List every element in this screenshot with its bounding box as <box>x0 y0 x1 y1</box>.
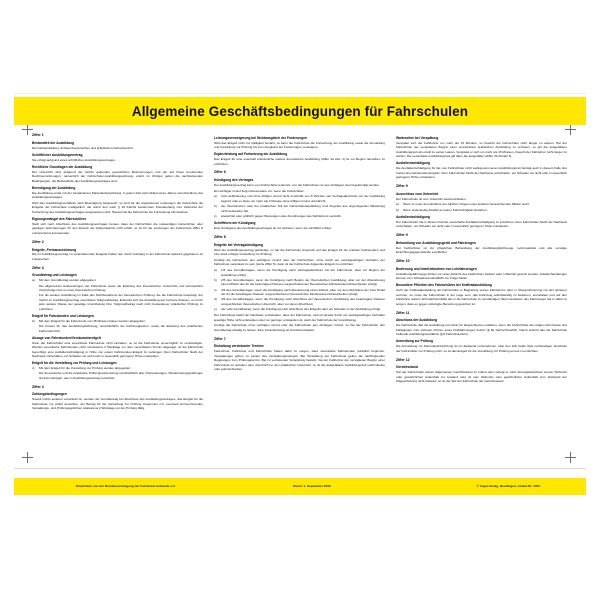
clause-marker: e) <box>214 307 217 312</box>
clause-subtext: Die Kosten für das Ausbildungsfahrzeug, einschließlich der Fahrzeugkosten, sowie die Erteilung des praktischen Fahrunterrichts. <box>39 324 203 333</box>
section-heading: Beendigung der Ausbildung <box>32 185 76 190</box>
clause-list <box>32 366 203 380</box>
section-heading: Einhaltung vereinbarter Termine <box>214 344 264 349</box>
clause-text: 2/5 des Grundbetrages, wenn die Kündigung nach Beginn der theoretischen Ausbildung, aber vor der Absolvierung eines Drittels des für die beantragten Klassen vorgeschriebenen theoretischen Mindestunterrichtseinheiten erfolgt; <box>221 277 385 287</box>
paragraph: Die Anmeldung zur Fahrerlaubnisprüfung ist ein Zeitpunkt vorzunehmen, über den sich beide Teile verständigen. Erscheint der Fahrschüler zur Prüfung nicht, so ist das Entgelt für die Vorstellung zur Prüfung erneut zu entrichten. <box>396 344 567 353</box>
paragraph: Ausbildungsfahrzeuge dürfen nur unter Aufsicht des Fahrlehrers bedient oder in Betrieb gesetzt werden. Zuwiderhandlungen können zum Schadensersatzpflicht zur Folge haben. <box>396 271 567 281</box>
section-heading: Schriftlicher Ausbildungsvertrag <box>32 152 83 157</box>
paragraph: Stellt sich nach Abschluss des Ausbildungsvertrages heraus, dass der Fahrschüler die notwendigen körperlichen oder geistigen Anforderungen für den Erwerb der Fahrerlaubnis nicht erfüllt, so ist für die Leistungen der Fahrschule Ziffer 8 entsprechend anzuwenden. <box>32 221 203 235</box>
paragraph: Kündigt die Fahrschule ohne wichtigen Grund oder der Fahrschüler aus wichtigem Grund, so hat der Fahrschüler den Grundbetrag anteilig zu leisten. Eine Vorausleistung ist zurückzuerstatten. <box>214 323 385 332</box>
section-number: Ziffer 11 <box>396 310 410 315</box>
clause-list-item <box>214 214 385 219</box>
section-heading: Zahlungsbedingungen <box>32 392 67 397</box>
section-heading: Entgelte, Preisauszeichnung <box>32 247 77 252</box>
section-heading: Entgelt für die Vorstellung zur Prüfung und Leistungen <box>32 361 117 366</box>
paragraph: Der Fahrschüler ist zur pfleglichen Behandlung der Ausbildungsfahrzeuge, Lehrmaterials und alle sonstige Einrichtungsgegenstände verpflichtet. <box>396 245 567 255</box>
paragraph: Die Ausbildung endet mit der bestandenen Fahrerlaubnisprüfung, in jedem Fall nach Ablauf eines Jahres seit Abschluss des Ausbildungsvertrages. <box>32 190 203 200</box>
column-1 <box>32 133 203 463</box>
paragraph: Der Ausbildungsvertrag kann vom Fahrschüler jederzeit, von der Fahrschule nur aus wichtigem Grund gekündigt werden. <box>214 183 380 188</box>
footer-banner <box>14 478 586 495</box>
paragraph: Das Entgelt für eine eventuell erforderliche weitere theoretische Ausbildung (Ziffer 3a Abs. 2) ist vor Beginn derselben zu entrichten. <box>214 157 385 166</box>
section-number: Ziffer 7 <box>214 336 226 341</box>
clause-list-item <box>396 202 567 207</box>
section-number: Ziffer 6 <box>214 170 226 175</box>
paragraph: Der Fahrschüler hat in diesem Fall die vereinbarte Ausfallentschädigung zu entrichten. Dem Fahrschüler bleibt der Nachweis vorbehalten, ein Schaden sei nicht oder in wesentlich geringerer Höhe entstanden. <box>396 219 567 229</box>
footer-publisher: © Vogel-Verlag, Reutlingen, Artikel-Nr. 1053 <box>476 483 540 488</box>
section-heading: Ausfallentschädigung <box>396 161 430 166</box>
clause-marker: a) <box>32 278 35 283</box>
clause-text: Mit dem Grundbetrag werden abgegolten: <box>39 278 97 283</box>
section-heading: Abschluss der Ausbildung <box>396 318 438 323</box>
section-number: Ziffer 2 <box>32 239 44 244</box>
section-number: Ziffer 1 <box>32 133 44 137</box>
section-number: Ziffer 9 <box>396 184 408 188</box>
section-number: Ziffer 10 <box>396 259 410 263</box>
clause-list-item <box>214 297 385 306</box>
clause-list-item <box>214 204 385 213</box>
column-3 <box>396 133 567 463</box>
clause-marker: a) <box>214 194 217 199</box>
section-heading: Absage von Fahrstunden/Versäumnisentgelt <box>32 335 101 340</box>
paragraph: Sie erfolgt aufgrund eines schriftlichen Ausbildungsvertrages. <box>32 157 116 162</box>
paragraph: Die Fahrschule darf die Ausbildung erst dann für abgeschlossen erklären, wenn der Fahrschüler die nötigen Kenntnisse und Fähigkeiten zum sicheren Führen eines Kraftfahrzeuges besitzt (§ 5a FahrschAusbO). Damit erlischt das die Fahrschule treffende Ausbildungsverhältnis (§ 6 FahrschAusbO). <box>396 323 567 337</box>
clause-list-item <box>214 194 385 203</box>
header-banner <box>14 97 586 125</box>
clause-text: der theoretischen oder der praktischen Teil der Fahrschülerausbildung trotz Angebot aus ungenügender Mitwirkung nicht bestanden hat, <box>221 204 385 213</box>
paragraph: Der Fahrschule bleibt der Nachweis vorbehalten, dass der Fahrschule, weil ein Ersatz durch ein vertragswidriges Verhalten jeweilige Höhe nicht entstanden oder nur geringer entstanden ist, steht der Fahrschule der Grundbetrag. <box>214 313 385 322</box>
clause-list <box>214 268 385 312</box>
clause-text: Wenn anderweitig Zweifel an seiner Fahrtüchtigkeit bestehen. <box>403 207 488 212</box>
section-heading: Entgelte bei Vertragskündigung <box>214 242 263 247</box>
section-heading: Gerichtsstand <box>396 365 418 370</box>
clause-text: 4/5 des Grundbetrages, wenn die Kündigung nach Abschluss der theoretischen Ausbildung des beantragten Klassen vorgeschrieben theoretischen Unterricht, aber vor deren Abschluss; <box>221 297 385 306</box>
paragraph: Verspätet sich der Fahrlehrer um mehr als 15 Minuten, so braucht der Fahrschüler nicht länger zu warten. Hat der Fahrschüler der verspäteten Beginn einer vereinbarten praktischen Ausbildung zu vertreten, so gilt die ausgefallene Ausbildungszeit als erteilt zu seiner Lasten. Verspätet er sich um mehr als 15 Minuten, braucht der Fahrlehrer nicht länger zu warten. Die vereinbarte Ausbildungszeit gilt dann als ausgefallen (Ziffer 3b Absatz 3). <box>396 140 567 159</box>
paragraph: Die im Ausbildungsvertrag zu vereinbarenden Entgelte haben den durch Aushang in der Fahrschule bekannt gegebenen zu entsprechen. <box>32 252 203 261</box>
clause-list-item <box>396 208 567 213</box>
clause-subtext: Die allgemeinen Aufwendungen der Fahrschule sowie die Erteilung des theoretischen Unterrichts und erforderliche Vorprüfungen bis zu einer theoretischen Prüfung. <box>39 283 203 293</box>
clause-list-item <box>214 268 385 277</box>
paragraph: Der Unterricht wird aufgrund der hierfür geltenden gesetzlichen Bestimmungen und der auf ihnen beruhenden Rechtsverordnungen, namentlich der Fahrschüler-Ausbildungsordnung, erteilt, im Übrigen gelten die nachstehenden Bedingungen, die Bestandteile des Ausbildungsvertrages sind. <box>32 169 203 183</box>
clause-marker: b) <box>214 277 217 282</box>
clause-marker: b) <box>214 204 217 209</box>
clause-list-item <box>32 293 203 311</box>
paragraph: Kündigt die Fahrschule aus wichtigem Grund oder der Fahrschüler, ohne durch ein vertragswidriges Verhalten der Fahrschule veranlasst zu sein (siehe Ziffer 5), dann ist der Fahrschule folgendes Entgelt zu entrichten: <box>214 257 385 267</box>
clause-text: Mit dem Entgelt für die Vorstellung zur Prüfung werden abgegolten: <box>39 366 132 371</box>
section-number: Ziffer 9 <box>396 233 408 238</box>
section-heading: Bedienung und Inbetriebnahme von Lehrfahrzeugen <box>396 266 477 271</box>
paragraph: Wird der Ausbildungsvertrag gekündigt, so hat die Fahrschule Anspruch auf das Entgelt für die erteilten Fahrstunden und eine etwa erfolgte Vorstellung zur Prüfung. <box>214 247 385 257</box>
clause-list-item <box>32 366 203 380</box>
clause-list-item <box>32 278 203 292</box>
footer-recommendation: Empfohlen von der Bundesvereinigung der Fahrlehrerverbände e.V. <box>76 483 176 488</box>
paragraph: Die Ausfallentschädigung für die vom Fahrschüler nicht wahrgenommenen Ausbildungszeit beträgt auch in diesem Falle drei Viertel des Fahrstundenentgelts. Dem Fahrschüler bleibt der Nachweis vorbehalten, ein Schaden sei nicht oder in wesentlich geringerer Höhe entstanden. <box>396 166 567 180</box>
section-number: Ziffer 4 <box>32 384 44 389</box>
clause-list <box>32 278 203 311</box>
section-heading: Ausschluss vom Unterricht <box>396 191 439 196</box>
paragraph: Wird das Ausbildungsverhältnis nach Beendigung fortgesetzt, so sind für die angebotenen Leistungen die Fahrschule die Entgelte der Fahrschule maßgeblich, die durch den nach § 19 FahrlG bestimmten Preisaushang zum Zeitpunkt der Fortsetzung des Ausbildungsvertrages ausgewiesen sind. Hierauf hat die Fahrschule bei Fortsetzung hinzuweisen. <box>32 200 203 214</box>
footer-divider <box>14 468 586 469</box>
clause-list-item <box>214 288 385 297</box>
clause-text: wiederholt oder gröblich gegen Weisungen oder Anordnungen des Fahrlehrers verstößt. <box>221 214 342 219</box>
paragraph: Eine Kündigung des Ausbildungsvertrages ist nur wirksam, wenn sie schriftlich erfolgt. <box>214 226 332 231</box>
clause-list <box>32 319 203 333</box>
paragraph: Kann der Fahrschüler eine vereinbarte Fahrstunde nicht einhalten, so ist die Fahrschule unverzüglich zu verständigen. Werden vereinbarte Fahrstunden nicht mindestens 2 Werktage vor dem vereinbarten Termin abgesagt, ist die Fahrschule berechtigt, eine Ausfallentschädigung in Höhe von einem Fahrstunden-Entgelt zu verlangen. Dem Fahrschüler bleibt der Nachweis vorbehalten, ein Schaden sei nicht oder in wesentlich geringerer Höhe entstanden. <box>32 340 203 359</box>
section-heading: Entgelt für Fahrstunden und Leistungen <box>32 313 94 318</box>
clause-list-item <box>32 319 203 333</box>
paragraph: Hat der Fahrschüler keinen allgemeinen Gerichtsstand im Inland oder verlegt er nach Vertragsabschluss seinen Wohnsitz oder gewöhnlichen Aufenthalt ins Ausland oder ist sein Wohnsitz oder gewöhnlicher Aufenthalt zum Zeitpunkt der Klageerhebung nicht bekannt, so ist der Sitz der Fahrschule der Gerichtsstand. <box>396 370 567 384</box>
section-heading: Bestandteil der Ausbildung <box>32 140 75 145</box>
section-heading: Ergänzleistung auf Fortsetzung der Ausbildung <box>214 152 288 157</box>
section-heading: Leistungsverweigerung bei Nichtausgleich der Forderungen <box>214 135 308 140</box>
clause-list <box>214 194 385 218</box>
clause-text: 1/5 des Grundbetrages, wenn die Kündigung nach Vertragsabschluss mit der Fahrschule, aber vor Beginn der Ausbildung erfolgt; <box>221 268 385 277</box>
paragraph: Ein wichtiger Grund liegt insbesondere vor, wenn der Fahrschüler: <box>214 188 305 193</box>
section-heading: Kündigung des Vertrages <box>214 178 254 183</box>
section-heading: Ausfallentschädigung <box>396 214 430 219</box>
section-number: Ziffer 3 <box>32 265 44 270</box>
clause-list <box>396 202 567 212</box>
clause-text: der volle Grundbetrag, wenn die Kündigung nach Abschluss des Entgelts oder ein Schaden in der Ausbildung erfolgt. <box>221 307 381 312</box>
section-heading: Rechtliche Grundlagen der Ausbildung <box>32 164 93 169</box>
column-2 <box>214 133 385 463</box>
footer-edition-date: Stand: 1. September 2008 <box>293 483 331 488</box>
paragraph: Fahrschule, Fahrlehrer und Fahrschüler haben dafür zu sorgen, dass vereinbarte Fahrstunden pünktlich beginnen. Verspätungen gehen zu Lasten des Verspätungsmangels. Bei Verspätung der Fahrschule gelten die nachfolgenden Regelungen zum Prüfungstermin. Bei zu vertretender Verspätung besteht, hat der Fahrlehrer der verspäteten Beginn einer Fahrstunde zu verteilen oder unterbricht er den praktischen Unterricht, so ist die ausgefallene Ausbildungszeit nachzuholen oder gutzuschreiben. <box>214 349 385 372</box>
section-number: Ziffer 8 <box>214 235 226 239</box>
paragraph: Geht der Kraftradausbildung der Fahrschüler in Begleitung seines Fahrlehrers oder in Übereinstimmung mit den letzteren verloren, so muss der Fahrschüler in der Lage sein, das Fahrzeug selbstständig zu bedienen, anzuhalten und auf den Fahrlehrer warten. Erforderlichenfalls hat er die Fahrschule zu verständigen. Beim Verlassen des Fahrzeuges hat er dafür zu sorgen, dass es gegen unbefugte Benutzung gesichert ist. <box>396 288 567 306</box>
section-heading: Grundbetrag und Leistungen <box>32 273 77 278</box>
clause-marker: c) <box>214 214 217 219</box>
text-columns <box>32 133 568 463</box>
clause-list-item <box>214 307 385 312</box>
clause-subtext: Die theoretische und die praktische Prüfungsvorbereitung einschließlich aller Vorbereitungen. Wiederholungsprüfungen sind dem Entgelt, wie im Ausbildungsvertrag vereinbart. <box>39 371 203 380</box>
paragraph: Wird das Entgelt nicht zur Fälligkeit bezahlt, so kann die Fahrschule die Fortsetzung der Ausbildung sowie die Anmeldung und Vorstellung zur Prüfung bis zum Ausgleich der Forderungen verweigern. <box>214 140 385 150</box>
paragraph: Soweit nichts anderes vereinbart ist, werden der Grundbetrag bei Abschluss des Ausbildungsvertrages, das Entgelt für die Fahrstunde vor Antritt derselben, der Betrag für die Vorstellung zur Prüfung zusammen mit, eventuell anzurechnenden Verwaltungs- und Prüfungsgebühren spätestens 2 Werktage vor der Prüfung fällig. <box>32 397 203 411</box>
clause-marker: a) <box>396 202 399 207</box>
clause-marker: b) <box>32 318 35 323</box>
clause-marker: c) <box>214 287 217 292</box>
clause-text: Mit dem Entgelt für die Fahrstunde von 45 Minuten Dauer werden abgegolten: <box>39 318 146 323</box>
section-heading: Wartezeiten bei Verspätung <box>396 135 439 140</box>
section-heading: Besondere Pflichten des Fahrschülers bei Kraftradausbildung <box>396 283 492 288</box>
section-number: Ziffer 12 <box>396 357 410 362</box>
paragraph: Der Fahrschüler ist vom Unterricht auszuschließen: <box>396 196 467 201</box>
clause-marker: d) <box>214 297 217 302</box>
clause-list-item <box>214 278 385 287</box>
section-heading: Anmeldung zur Prüfung <box>396 339 434 344</box>
section-heading: Eignungsmängel des Fahrschülers <box>32 217 86 221</box>
section-heading: Behandlung von Ausbildungsgerät und Fahrzeugen <box>396 240 476 245</box>
clause-marker: c) <box>32 366 35 371</box>
header-divider <box>14 93 586 94</box>
clause-marker: b) <box>396 207 399 212</box>
clause-marker: a) <box>214 268 217 272</box>
clause-text: 3/5 des Grundbetrages, wenn die Kündigung nach Absolvierung eines Drittels, aber vor dem Abschluss der zwei Drittel der für die beantragten Klassen vorgeschriebenen theoretischen Mindestunterrichtseinheiten erfolgt; <box>221 287 385 297</box>
clause-text: trotz Aufforderung und ohne triftigen Grund nicht innerhalb von 8 Wochen seit Vertragsabschluss mit der Ausbildung beginnt oder er diese um mehr als 3 Monate ohne triftigen Grund unterbricht, <box>221 194 385 203</box>
clause-text: Für die weitere Ausbildung im Falle des Nichtbestehens der theoretischen Prüfung, die die Fahrschule beantragt, der hierfür im Ausbildungsvertrag vereinbarte Teilgrundbetrag. Erstreckt sich die Ausbildung auf mehrere Klassen, so ist für jede weitere Klasse der jeweilige Grundbetrag bzw. Teilgrundbetrag nach nicht bestandener praktischer Prüfung zu entrichten. <box>39 293 203 311</box>
page-title: Allgemeine Geschäftsbedingungen für Fahrschulen <box>131 103 469 119</box>
paragraph: Die Fahrausbildung umfasst theoretischen und praktischen Fahrunterricht. <box>32 145 134 150</box>
clause-text: Wenn er unter dem Einfluss von Alkohol, Drogen oder anderen berauschenden Mitteln steht; <box>403 202 530 207</box>
section-heading: Schriftform der Kündigung <box>214 221 256 226</box>
